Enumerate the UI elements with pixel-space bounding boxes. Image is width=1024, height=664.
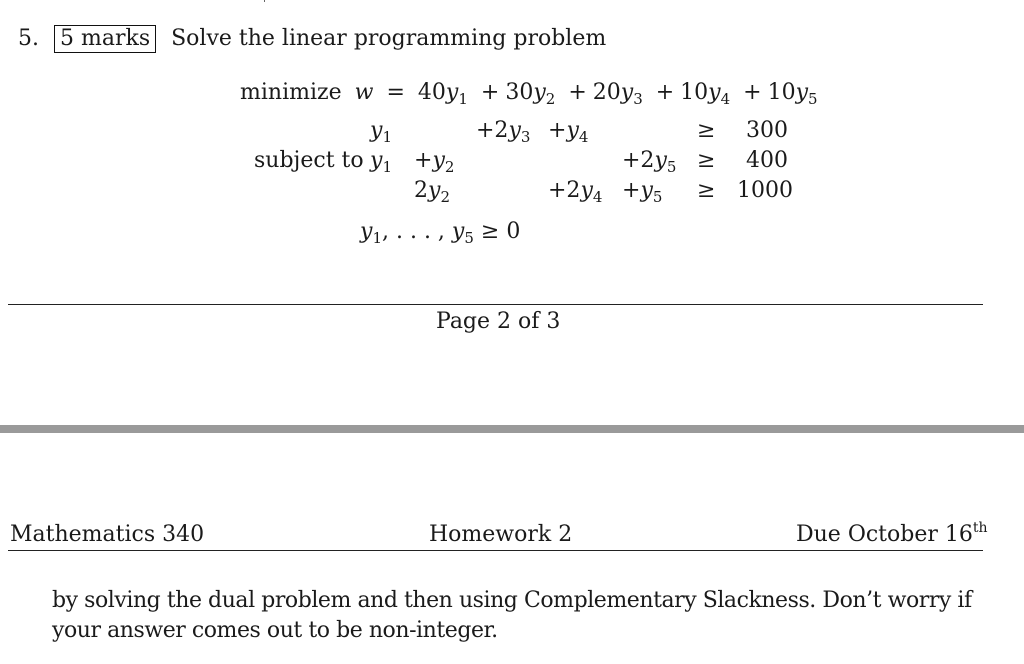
objective-label: minimize bbox=[240, 80, 342, 105]
var: y bbox=[360, 219, 373, 244]
sub: 4 bbox=[578, 128, 589, 146]
page-separator bbox=[0, 425, 1024, 433]
term-coef: 40 bbox=[417, 80, 446, 105]
coef: + bbox=[548, 118, 567, 143]
term-var: y bbox=[445, 80, 459, 105]
sub: 2 bbox=[440, 188, 450, 206]
var: y bbox=[654, 148, 667, 173]
term-op: + bbox=[480, 80, 500, 105]
top-rule-tick bbox=[264, 0, 265, 2]
term-var: y bbox=[708, 80, 721, 105]
footer-rule bbox=[8, 304, 983, 305]
term-var: y bbox=[533, 80, 546, 105]
constraints-label: subject to bbox=[254, 148, 364, 173]
sub: 1 bbox=[372, 229, 382, 247]
problem-number: 5. bbox=[18, 26, 39, 51]
nonneg-tail: ≥ 0 bbox=[473, 219, 521, 244]
c-r0-col4 bbox=[548, 118, 588, 144]
header-course: Mathematics 340 bbox=[10, 522, 205, 547]
var: y bbox=[432, 148, 445, 173]
sub: 1 bbox=[382, 158, 392, 176]
objective-term-3 bbox=[592, 80, 643, 108]
objective-lhs: w bbox=[354, 80, 374, 105]
problem-heading bbox=[18, 25, 606, 53]
c-r1-col2 bbox=[414, 148, 454, 174]
due-date-sup: th bbox=[972, 520, 988, 536]
term-op: + bbox=[655, 80, 675, 105]
c-r1-col5 bbox=[622, 148, 676, 174]
sub: 3 bbox=[520, 128, 531, 146]
var: y bbox=[508, 118, 521, 143]
coef: + bbox=[414, 148, 433, 173]
sub: 4 bbox=[592, 188, 603, 206]
c-r0-col3 bbox=[476, 118, 530, 144]
objective-line bbox=[240, 80, 818, 106]
nonneg-line bbox=[360, 219, 520, 245]
var: y bbox=[640, 178, 653, 203]
sub: 5 bbox=[666, 158, 677, 176]
c-r2-rhs: 1000 bbox=[737, 178, 793, 203]
top-rule bbox=[8, 0, 983, 1]
objective-term-1 bbox=[417, 80, 468, 108]
coef: +2 bbox=[622, 148, 655, 173]
coef: +2 bbox=[476, 118, 509, 143]
term-coef: 10 bbox=[680, 80, 709, 105]
term-coef: 10 bbox=[767, 80, 796, 105]
term-op: + bbox=[568, 80, 587, 105]
var: y bbox=[451, 219, 465, 244]
c-r2-col5 bbox=[622, 178, 662, 204]
term-var: y bbox=[795, 80, 809, 105]
body-line-1: by solving the dual problem and then using Complementary Slackness. Don’t worry if bbox=[52, 588, 972, 613]
c-r2-rel: ≥ bbox=[697, 178, 716, 203]
c-r1-rel: ≥ bbox=[697, 148, 716, 173]
sub: 2 bbox=[444, 158, 455, 176]
term-coef: 20 bbox=[592, 80, 621, 105]
c-r2-col2 bbox=[414, 178, 450, 204]
header-rule bbox=[8, 550, 983, 551]
header-due-date bbox=[796, 522, 988, 548]
ellipsis: , . . . , bbox=[381, 219, 452, 244]
objective-term-5 bbox=[767, 80, 818, 108]
term-sub: 4 bbox=[720, 90, 731, 108]
var: y bbox=[566, 118, 579, 143]
var: y bbox=[580, 178, 593, 203]
due-date-text: Due October 16 bbox=[796, 522, 973, 547]
body-line-2: your answer comes out to be non-integer. bbox=[52, 618, 498, 643]
page-number: Page 2 of 3 bbox=[436, 309, 561, 334]
coef: + bbox=[622, 178, 641, 203]
objective-equals: = bbox=[386, 80, 405, 105]
c-r0-rel: ≥ bbox=[697, 118, 716, 143]
header-assignment: Homework 2 bbox=[429, 522, 573, 547]
coef: +2 bbox=[548, 178, 581, 203]
marks-box: 5 marks bbox=[54, 25, 156, 53]
term-sub: 5 bbox=[808, 90, 818, 108]
term-sub: 3 bbox=[633, 90, 643, 108]
term-op: + bbox=[743, 80, 762, 105]
var: y bbox=[370, 148, 383, 173]
sub: 1 bbox=[382, 128, 392, 146]
objective-term-4 bbox=[680, 80, 731, 108]
objective-term-2 bbox=[505, 80, 556, 108]
term-var: y bbox=[620, 80, 634, 105]
c-r2-col4 bbox=[548, 178, 602, 204]
term-coef: 30 bbox=[505, 80, 534, 105]
var: y bbox=[370, 118, 383, 143]
sub: 5 bbox=[652, 188, 663, 206]
var: y bbox=[428, 178, 441, 203]
c-r1-rhs: 400 bbox=[746, 148, 788, 173]
problem-instruction: Solve the linear programming problem bbox=[171, 26, 607, 51]
term-sub: 1 bbox=[458, 90, 468, 108]
c-r0-col1 bbox=[370, 118, 392, 144]
c-r0-rhs: 300 bbox=[746, 118, 788, 143]
term-sub: 2 bbox=[545, 90, 556, 108]
c-r1-col1 bbox=[370, 148, 392, 174]
sub: 5 bbox=[464, 229, 474, 247]
coef: 2 bbox=[414, 178, 428, 203]
